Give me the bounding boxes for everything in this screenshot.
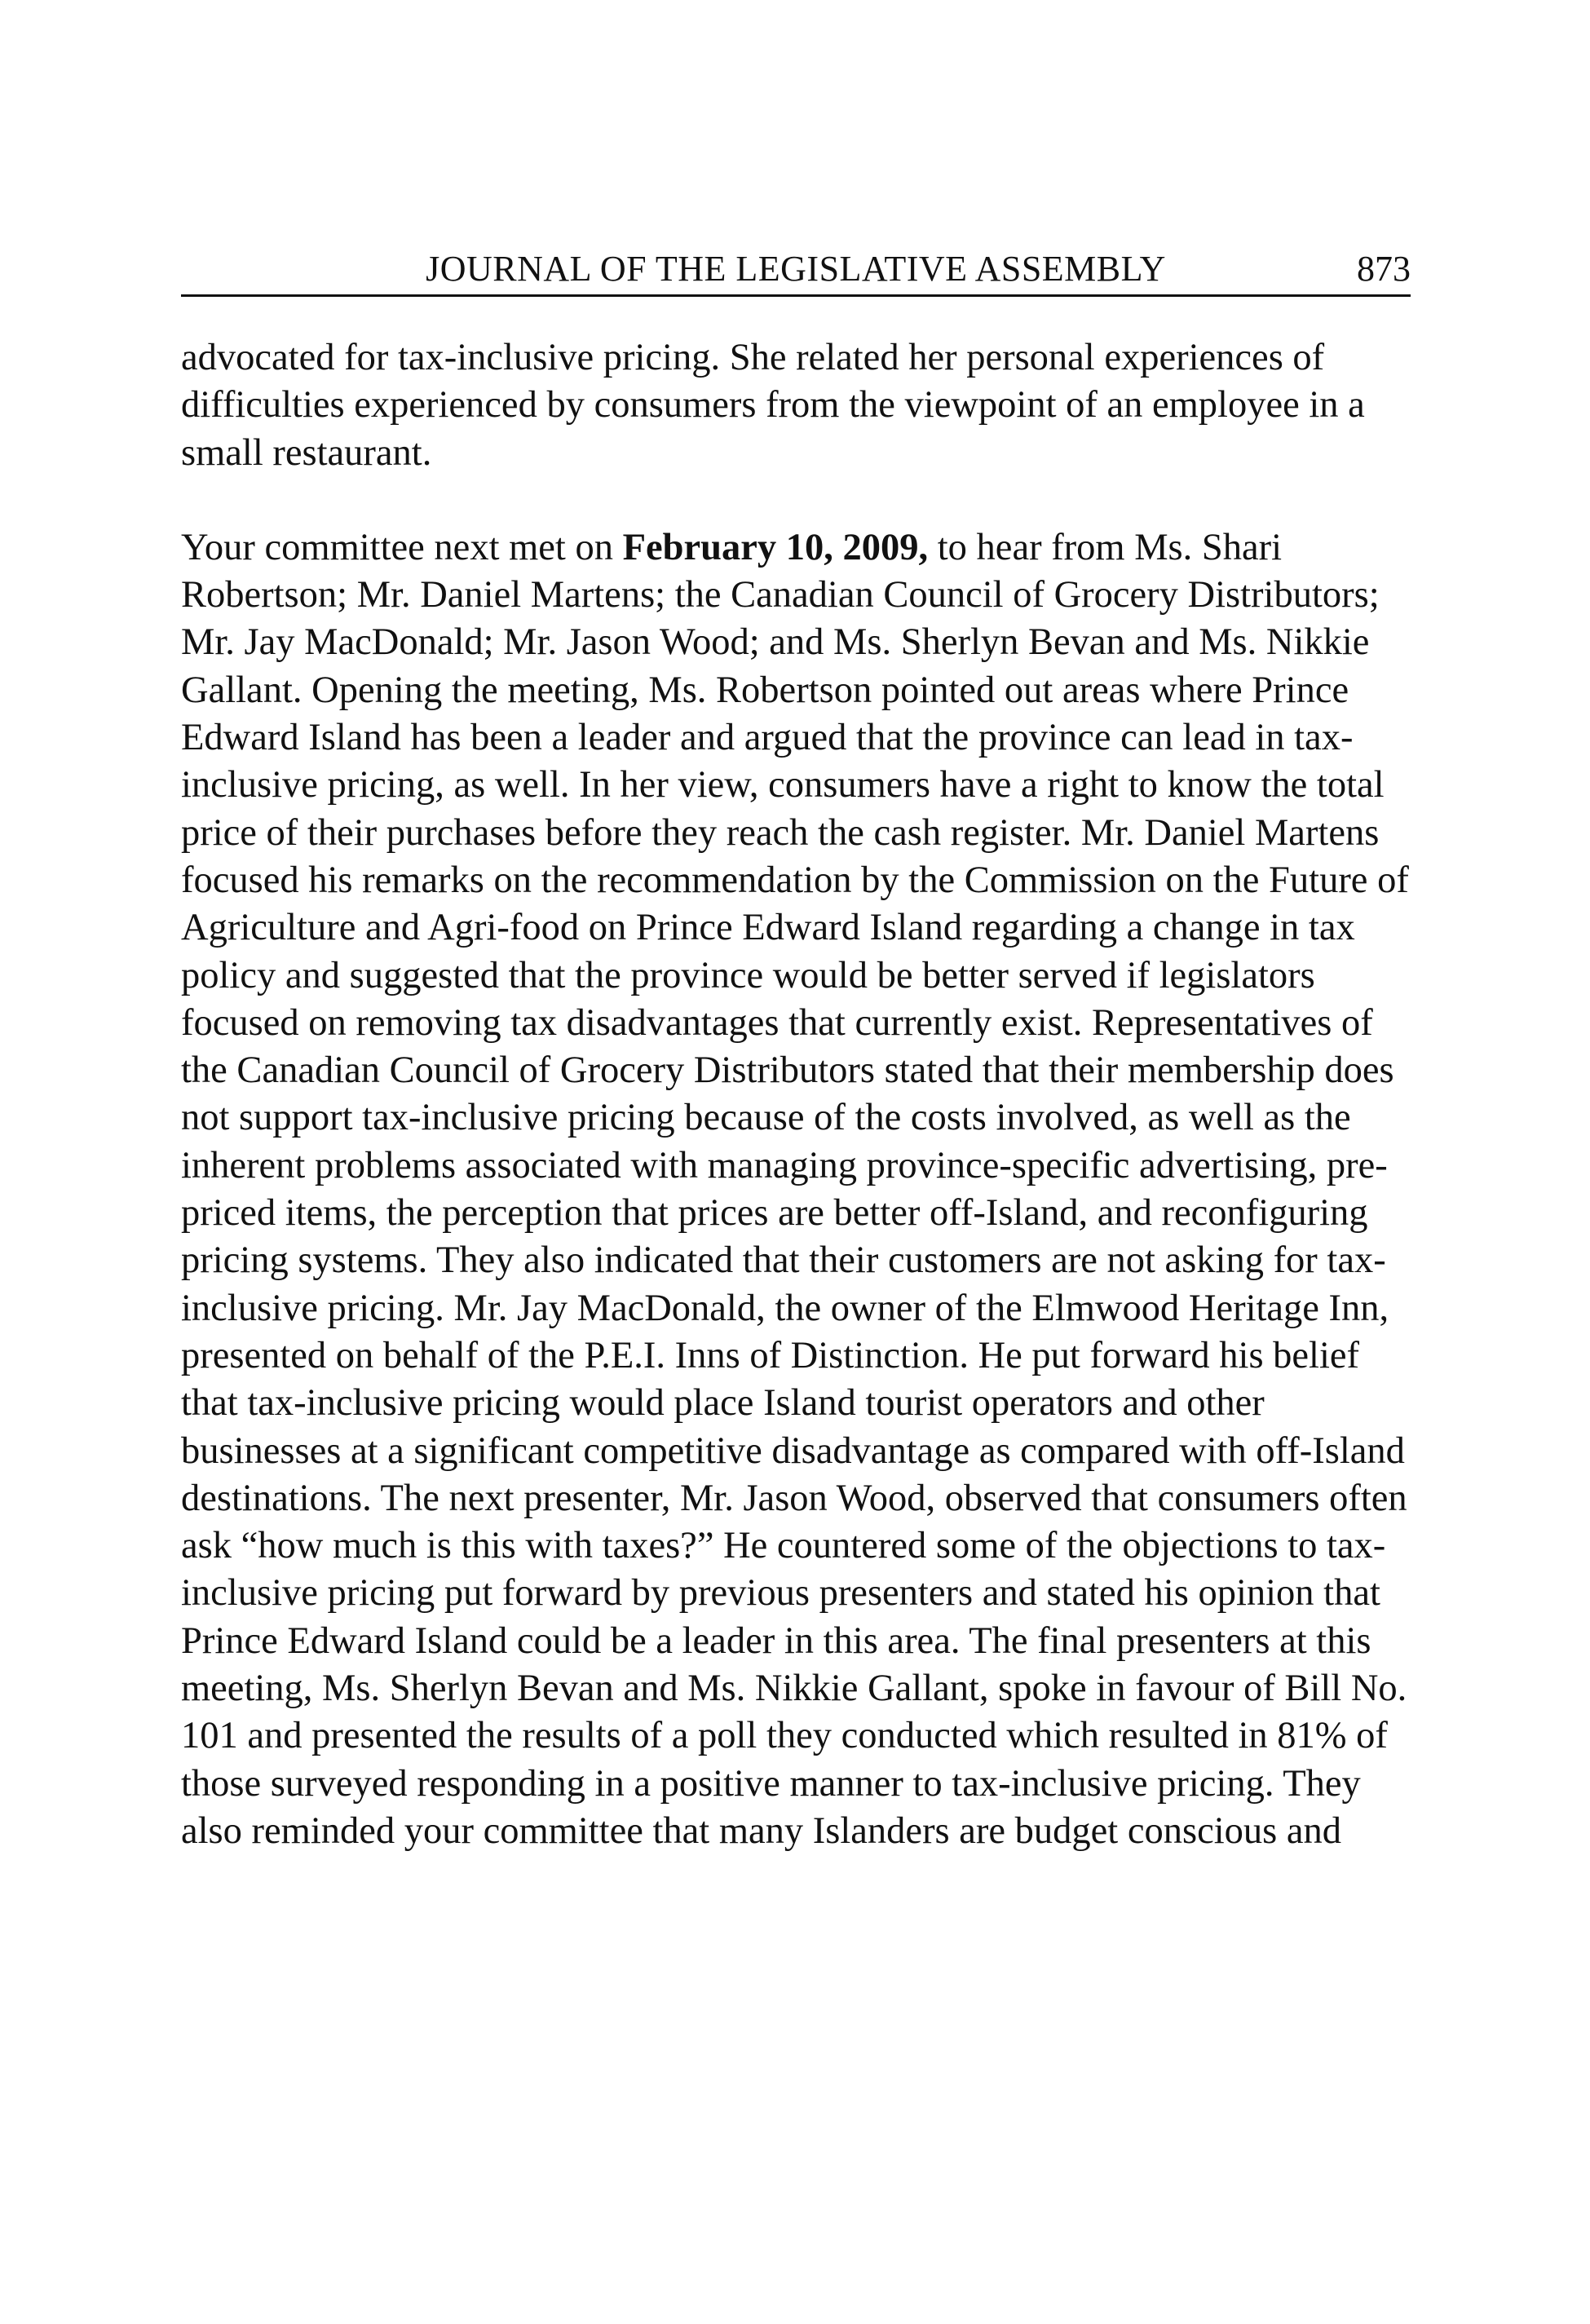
- meeting-date: February 10, 2009,: [622, 526, 929, 568]
- paragraph-2-rest: to hear from Ms. Shari Robertson; Mr. Daniel Martens; the Canadian Council of Grocery Distributors; Mr. Jay MacDonald; Mr. Jason Wood; and Ms. Sherlyn Bevan and Ms. Nikkie Gallant. Opening the meeting, Ms. Robertson pointed out areas where Prince Edward Island has been a leader and argued that the province can lead in tax-inclusive pricing, as well. In her view, consumers have a right to know the total price of their purchases before they reach the cash register. Mr. Daniel Martens focused his remarks on the recommendation by the Commission on the Future of Agriculture and Agri-food on Prince Edward Island regarding a change in tax policy and suggested that the province would be better served if legislators focused on removing tax disadvantages that currently exist. Representatives of the Canadian Council of Grocery Distributors stated that their membership does not support tax-inclusive pricing because of the costs involved, as well as the inherent problems associated with managing province-specific advertising, pre-priced items, the perception that prices are better off-Island, and reconfiguring pricing systems. They also indicated that their customers are not asking for tax-inclusive pricing. Mr. Jay MacDonald, the owner of the Elmwood Heritage Inn, presented on behalf of the P.E.I. Inns of Distinction. He put forward his belief that tax-inclusive pricing would place Island tourist operators and other businesses at a significant competitive disadvantage as compared with off-Island destinations. The next presenter, Mr. Jason Wood, observed that consumers often ask “how much is this with taxes?” He countered some of the objections to tax-inclusive pricing put forward by previous presenters and stated his opinion that Prince Edward Island could be a leader in this area. The final presenters at this meeting, Ms. Sherlyn Bevan and Ms. Nikkie Gallant, spoke in favour of Bill No. 101 and presented the results of a poll they conducted which resulted in 81% of those surveyed responding in a positive manner to tax-inclusive pricing. They also reminded your committee that many Islanders are budget conscious and: [181, 526, 1409, 1852]
- paragraph-2-lead: Your committee next met on: [181, 526, 623, 568]
- page-header: [181, 245, 1411, 297]
- body-text: [181, 334, 1411, 1855]
- running-title: JOURNAL OF THE LEGISLATIVE ASSEMBLY: [426, 249, 1166, 289]
- paragraph-1: advocated for tax-inclusive pricing. She related her personal experiences of difficulties experienced by consumers from the viewpoint of an employee in a small restaurant.: [181, 337, 1365, 474]
- page-number: 873: [1357, 249, 1411, 289]
- paragraph-2: [181, 524, 1411, 1855]
